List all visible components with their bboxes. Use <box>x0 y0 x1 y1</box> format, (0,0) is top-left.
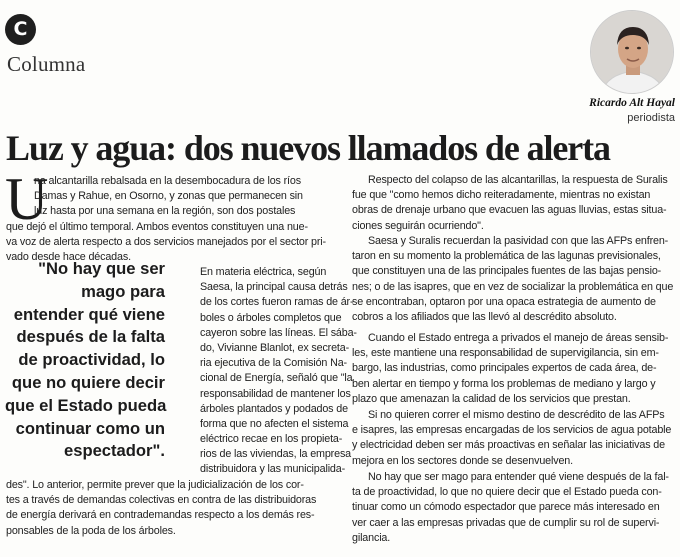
text-line: que dejó el último temporal. Ambos eventos constituyen una nue- <box>6 220 308 233</box>
text-line: cayeron sobre las líneas. El sába- <box>200 326 357 339</box>
text-line: ciones seguirán ocurriendo". <box>352 219 484 232</box>
text-line: ta de proactividad, lo que no quiere decir que el Estado pueda con- <box>352 486 662 499</box>
text-line: fue que "como hemos dicho reiteradamente, mientras no existan <box>352 189 651 202</box>
text-line: tes a través de demandas colectivas en contra de las distribuidoras <box>6 494 317 507</box>
article-col2-p1 <box>352 173 668 234</box>
text-line: cional de Energía, señaló que "la <box>200 372 353 385</box>
pull-quote-line: entender qué viene <box>13 304 165 324</box>
pull-quote-line: espectador". <box>63 441 165 461</box>
article-col1-right <box>200 265 357 478</box>
author-role: periodista <box>627 112 675 124</box>
text-line: forma que no afecten el sistema <box>200 417 349 430</box>
drop-cap: U <box>5 166 49 232</box>
text-line: Cuando el Estado entrega a privados el manejo de áreas sensib- <box>368 332 669 344</box>
text-line: plazo que amenazan la calidad de los servicios que prestan. <box>352 392 631 405</box>
article-col2-p5 <box>352 470 669 546</box>
text-line: des". Lo anterior, permite prever que la judicialización de los cor- <box>6 479 304 491</box>
text-line: tinuar como un cómodo espectador que parece más interesado en <box>352 501 660 514</box>
text-line: Respecto del colapso de las alcantarillas, la respuesta de Suralis <box>368 174 668 186</box>
pull-quote-line: que no quiere decir <box>11 372 165 392</box>
text-line: No hay que ser mago para entender qué viene después de la fal- <box>368 471 669 483</box>
headline: Luz y agua: dos nuevos llamados de alerta <box>6 128 610 168</box>
author-portrait-icon <box>591 11 674 94</box>
text-line: na alcantarilla rebalsada en la desembocadura de los ríos <box>34 175 301 187</box>
pull-quote-line: "No hay que ser <box>38 259 165 278</box>
text-line: eléctrico recae en los propieta- <box>200 433 343 446</box>
text-line: ponsables de la poda de los árboles. <box>6 524 176 537</box>
text-line: distribuidora y las municipalida- <box>200 463 346 476</box>
article-col2-p2 <box>352 234 673 325</box>
text-line: ria ejecutiva de la Comisión Na- <box>200 357 347 370</box>
text-line: y electricidad deben ser más proactivas en señalar las iniciativas de <box>352 439 665 452</box>
pull-quote-line: mago para <box>81 281 165 301</box>
section-label: Columna <box>7 52 86 76</box>
pull-quote-line: de proactividad, lo <box>18 350 165 370</box>
text-line: mejora en los sectores donde se desenvuelven. <box>352 454 573 467</box>
text-line: que constituyen una de las principales fuentes de las bajas pensio- <box>352 265 662 278</box>
text-line: Damas y Rahue, en Osorno, y zonas que permanecen sin <box>34 190 303 203</box>
text-line: les, este mantiene una responsabilidad de supervigilancia, sin em- <box>352 347 659 360</box>
text-line: bargo, las industrias, como principales expertos de cada área, de- <box>352 362 657 375</box>
section-badge: C <box>5 14 36 45</box>
text-line: vado desde hace décadas. <box>6 250 131 263</box>
text-line: va voz de alerta respecto a dos servicios manejados por el sector pri- <box>6 235 326 248</box>
article-col2-p3 <box>352 331 668 407</box>
text-line: En materia eléctrica, según <box>200 266 327 278</box>
pull-quote-line: después de la falta <box>16 327 165 347</box>
article-col1-bottom <box>6 478 316 539</box>
article-intro-wrapped <box>34 174 303 220</box>
text-line: do, Vivianne Blanlot, ex secreta- <box>200 341 350 354</box>
text-line: obras de drenaje urbano que evacuen las aguas lluvias, estas situa- <box>352 204 667 217</box>
text-line: de los cortes fueron ramas de ár- <box>200 296 354 309</box>
pull-quote-line: que el Estado pueda <box>5 395 167 415</box>
text-line: de energía derivará en contrademandas respecto a los demás res- <box>6 509 315 522</box>
author-name: Ricardo Alt Hayal <box>589 97 675 109</box>
article-col2-p4 <box>352 408 671 469</box>
text-line: gilancia. <box>352 531 391 544</box>
text-line: cobros a los afiliados que las llevó al descrédito absoluto. <box>352 310 617 323</box>
text-line: Saesa, la principal causa detrás <box>200 281 348 294</box>
pull-quote-line: continuar como un <box>15 418 165 438</box>
text-line: ben alertar en tiempo y forma los problemas de mediano y largo y <box>352 377 656 390</box>
text-line: e isapres, las empresas encargadas de los servicios de agua potable <box>352 424 672 437</box>
text-line: ver caer a las empresas privadas que de cumplir su rol de supervi- <box>352 516 660 529</box>
text-line: rios de las viviendas, la empresa <box>200 448 351 461</box>
pull-quote <box>5 258 165 463</box>
text-line: taron en su momento la problemática de las lagunas previsionales, <box>352 250 661 263</box>
text-line: Saesa y Suralis recuerdan la pasividad con que las AFPs enfren- <box>368 235 669 247</box>
author-photo <box>590 10 674 94</box>
text-line: luz hasta por una semana en la región, son dos postales <box>34 205 296 218</box>
text-line: Si no quieren correr el mismo destino de descrédito de las AFPs <box>368 409 665 421</box>
text-line: responsabilidad de mantener los <box>200 387 351 400</box>
text-line: se encontraban, optaron por una opaca estrategia de aumento de <box>352 295 656 308</box>
text-line: árboles plantados y podados de <box>200 402 348 415</box>
text-line: nes; o de las isapres, que en vez de socializar la problemática en que <box>352 280 674 293</box>
text-line: boles o árboles completos que <box>200 311 342 324</box>
